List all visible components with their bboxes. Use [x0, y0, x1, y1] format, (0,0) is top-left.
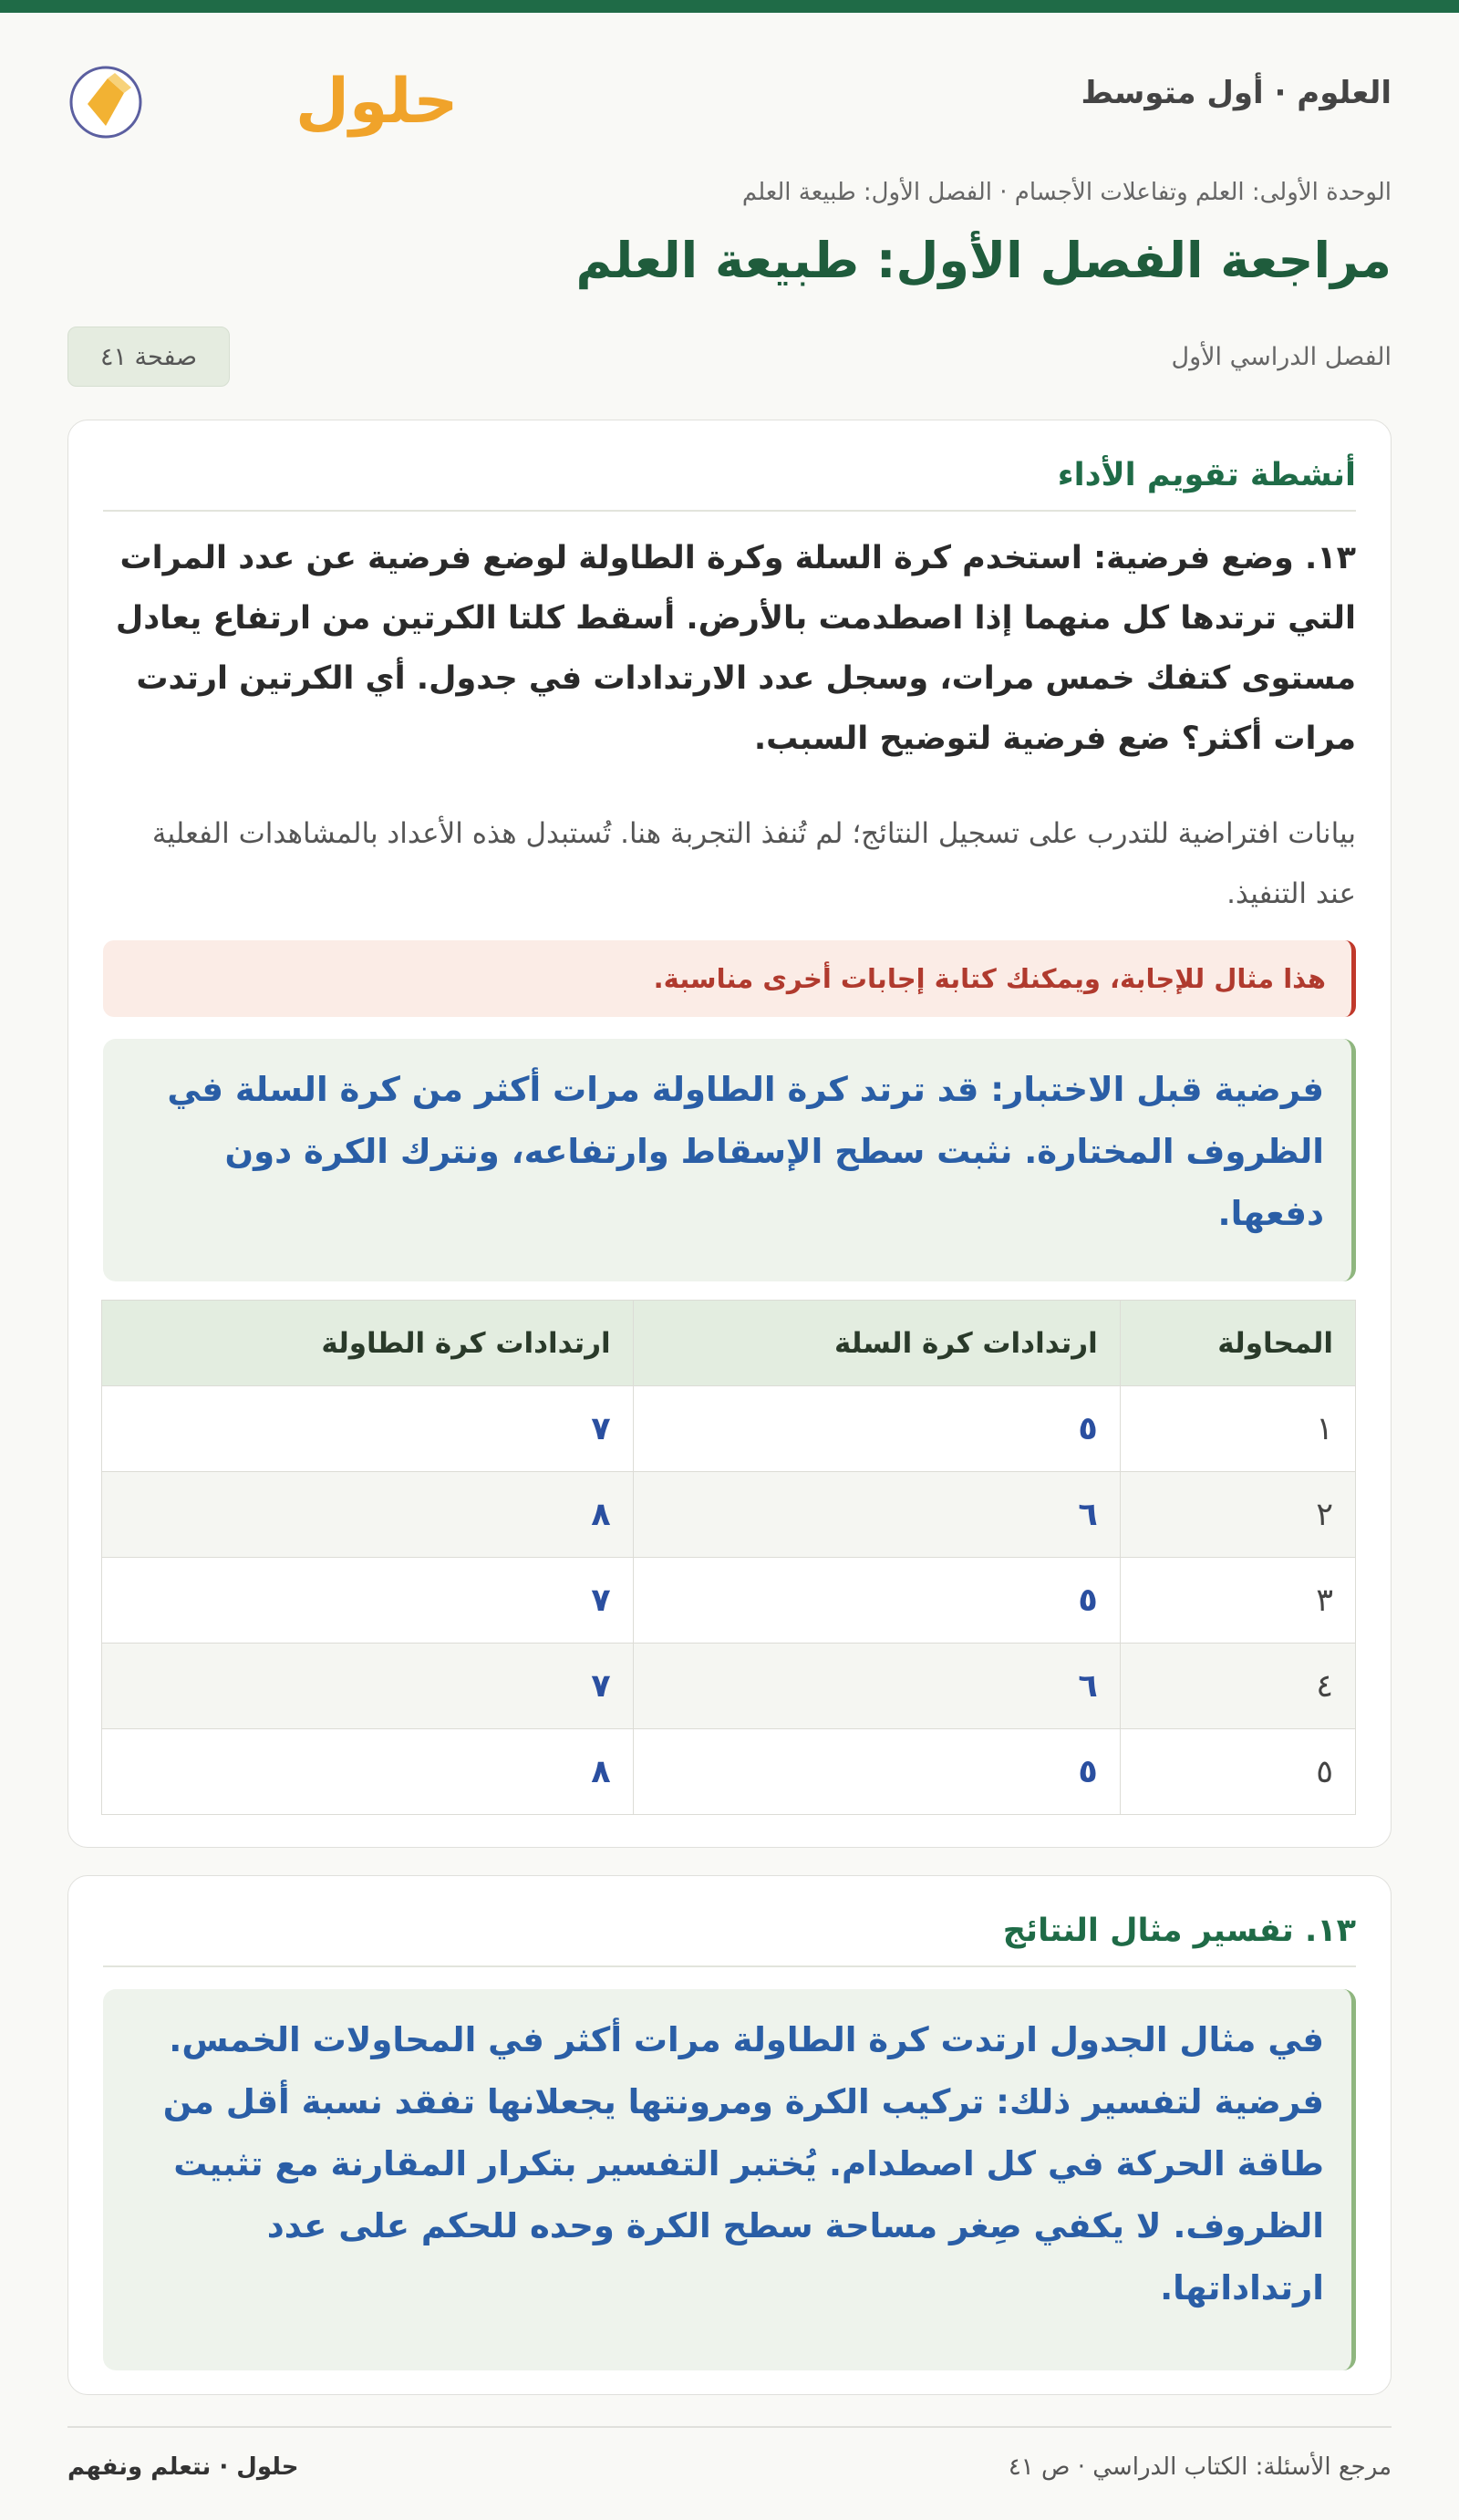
- performance-activities-card: [67, 420, 1392, 1848]
- column-header-pingpong: ارتدادات كرة الطاولة: [102, 1301, 634, 1386]
- hypothesis-answer: فرضية قبل الاختبار: قد ترتد كرة الطاولة مرات أكثر من كرة السلة في الظروف المختارة. نثبت سطح الإسقاط وارتفاعه، ونترك الكرة دون دفعها.: [103, 1039, 1356, 1281]
- table-row: [102, 1644, 1356, 1729]
- subject-label: العلوم · أول متوسط: [1081, 75, 1392, 111]
- page-header: [67, 47, 1392, 148]
- interpretation-answer: في مثال الجدول ارتدت كرة الطاولة مرات أكثر في المحاولات الخمس. فرضية لتفسير ذلك: تركيب الكرة ومرونتها يجعلانها تفقد نسبة أقل من طاقة الحركة في كل اصطدام. يُختبر التفسير بتكرار المقارنة مع تثبيت الظروف. لا يكفي صِغر مساحة سطح الكرة وحده للحكم على عدد ارتداداتها.: [103, 1989, 1356, 2370]
- results-interpretation-card: [67, 1875, 1392, 2395]
- bounce-results-table: [101, 1300, 1356, 1815]
- table-row: [102, 1386, 1356, 1472]
- basketball-bounces-cell: ٦: [633, 1644, 1120, 1729]
- column-header-trial: المحاولة: [1120, 1301, 1355, 1386]
- question-text: ١٣. وضع فرضية: استخدم كرة السلة وكرة الطاولة لوضع فرضية عن عدد المرات التي ترتدها كل منهما إذا اصطدمت بالأرض. أسقط كلتا الكرتين من ارتفاع يعادل مستوى كتفك خمس مرات، وسجل عدد الارتدادات في جدول. أي الكرتين ارتدت مرات أكثر؟ ضع فرضية لتوضيح السبب.: [115, 540, 1356, 757]
- hulul-logo[interactable]: [67, 47, 459, 148]
- page-number-badge: صفحة ٤١: [67, 327, 230, 387]
- basketball-bounces-cell: ٥: [633, 1558, 1120, 1644]
- trial-cell: ٤: [1120, 1644, 1355, 1729]
- pingpong-bounces-cell: ٨: [102, 1729, 634, 1815]
- basketball-bounces-cell: ٥: [633, 1729, 1120, 1815]
- table-row: [102, 1558, 1356, 1644]
- semester-label: الفصل الدراسي الأول: [1171, 343, 1392, 371]
- trial-cell: ٥: [1120, 1729, 1355, 1815]
- card-heading: ١٣. تفسير مثال النتائج: [103, 1903, 1356, 1967]
- footer-brand[interactable]: حلول · نتعلم ونفهم: [67, 2453, 299, 2481]
- card-heading: أنشطة تقويم الأداء: [103, 448, 1356, 512]
- logo-text: حلول: [295, 66, 459, 138]
- trial-cell: ٢: [1120, 1472, 1355, 1558]
- table-header-row: [102, 1301, 1356, 1386]
- table-row: [102, 1472, 1356, 1558]
- trial-cell: ٣: [1120, 1558, 1355, 1644]
- footer-divider: [67, 2426, 1392, 2428]
- table-row: [102, 1729, 1356, 1815]
- column-header-basketball: ارتدادات كرة السلة: [633, 1301, 1120, 1386]
- pingpong-bounces-cell: ٧: [102, 1644, 634, 1729]
- sample-answer-alert: هذا مثال للإجابة، ويمكنك كتابة إجابات أخرى مناسبة.: [103, 940, 1356, 1017]
- pingpong-bounces-cell: ٧: [102, 1558, 634, 1644]
- footer-reference: مرجع الأسئلة: الكتاب الدراسي · ص ٤١: [1008, 2453, 1392, 2481]
- page-title: مراجعة الفصل الأول: طبيعة العلم: [575, 232, 1392, 289]
- trial-cell: ١: [1120, 1386, 1355, 1472]
- hypothetical-data-note: بيانات افتراضية للتدرب على تسجيل النتائج؛ لم تُنفذ التجربة هنا. تُستبدل هذه الأعداد بالمشاهدات الفعلية عند التنفيذ.: [151, 817, 1356, 910]
- basketball-bounces-cell: ٥: [633, 1386, 1120, 1472]
- basketball-bounces-cell: ٦: [633, 1472, 1120, 1558]
- top-accent-bar: [0, 0, 1459, 13]
- pingpong-bounces-cell: ٨: [102, 1472, 634, 1558]
- breadcrumb[interactable]: الوحدة الأولى: العلم وتفاعلات الأجسام · الفصل الأول: طبيعة العلم: [741, 179, 1392, 206]
- pingpong-bounces-cell: ٧: [102, 1386, 634, 1472]
